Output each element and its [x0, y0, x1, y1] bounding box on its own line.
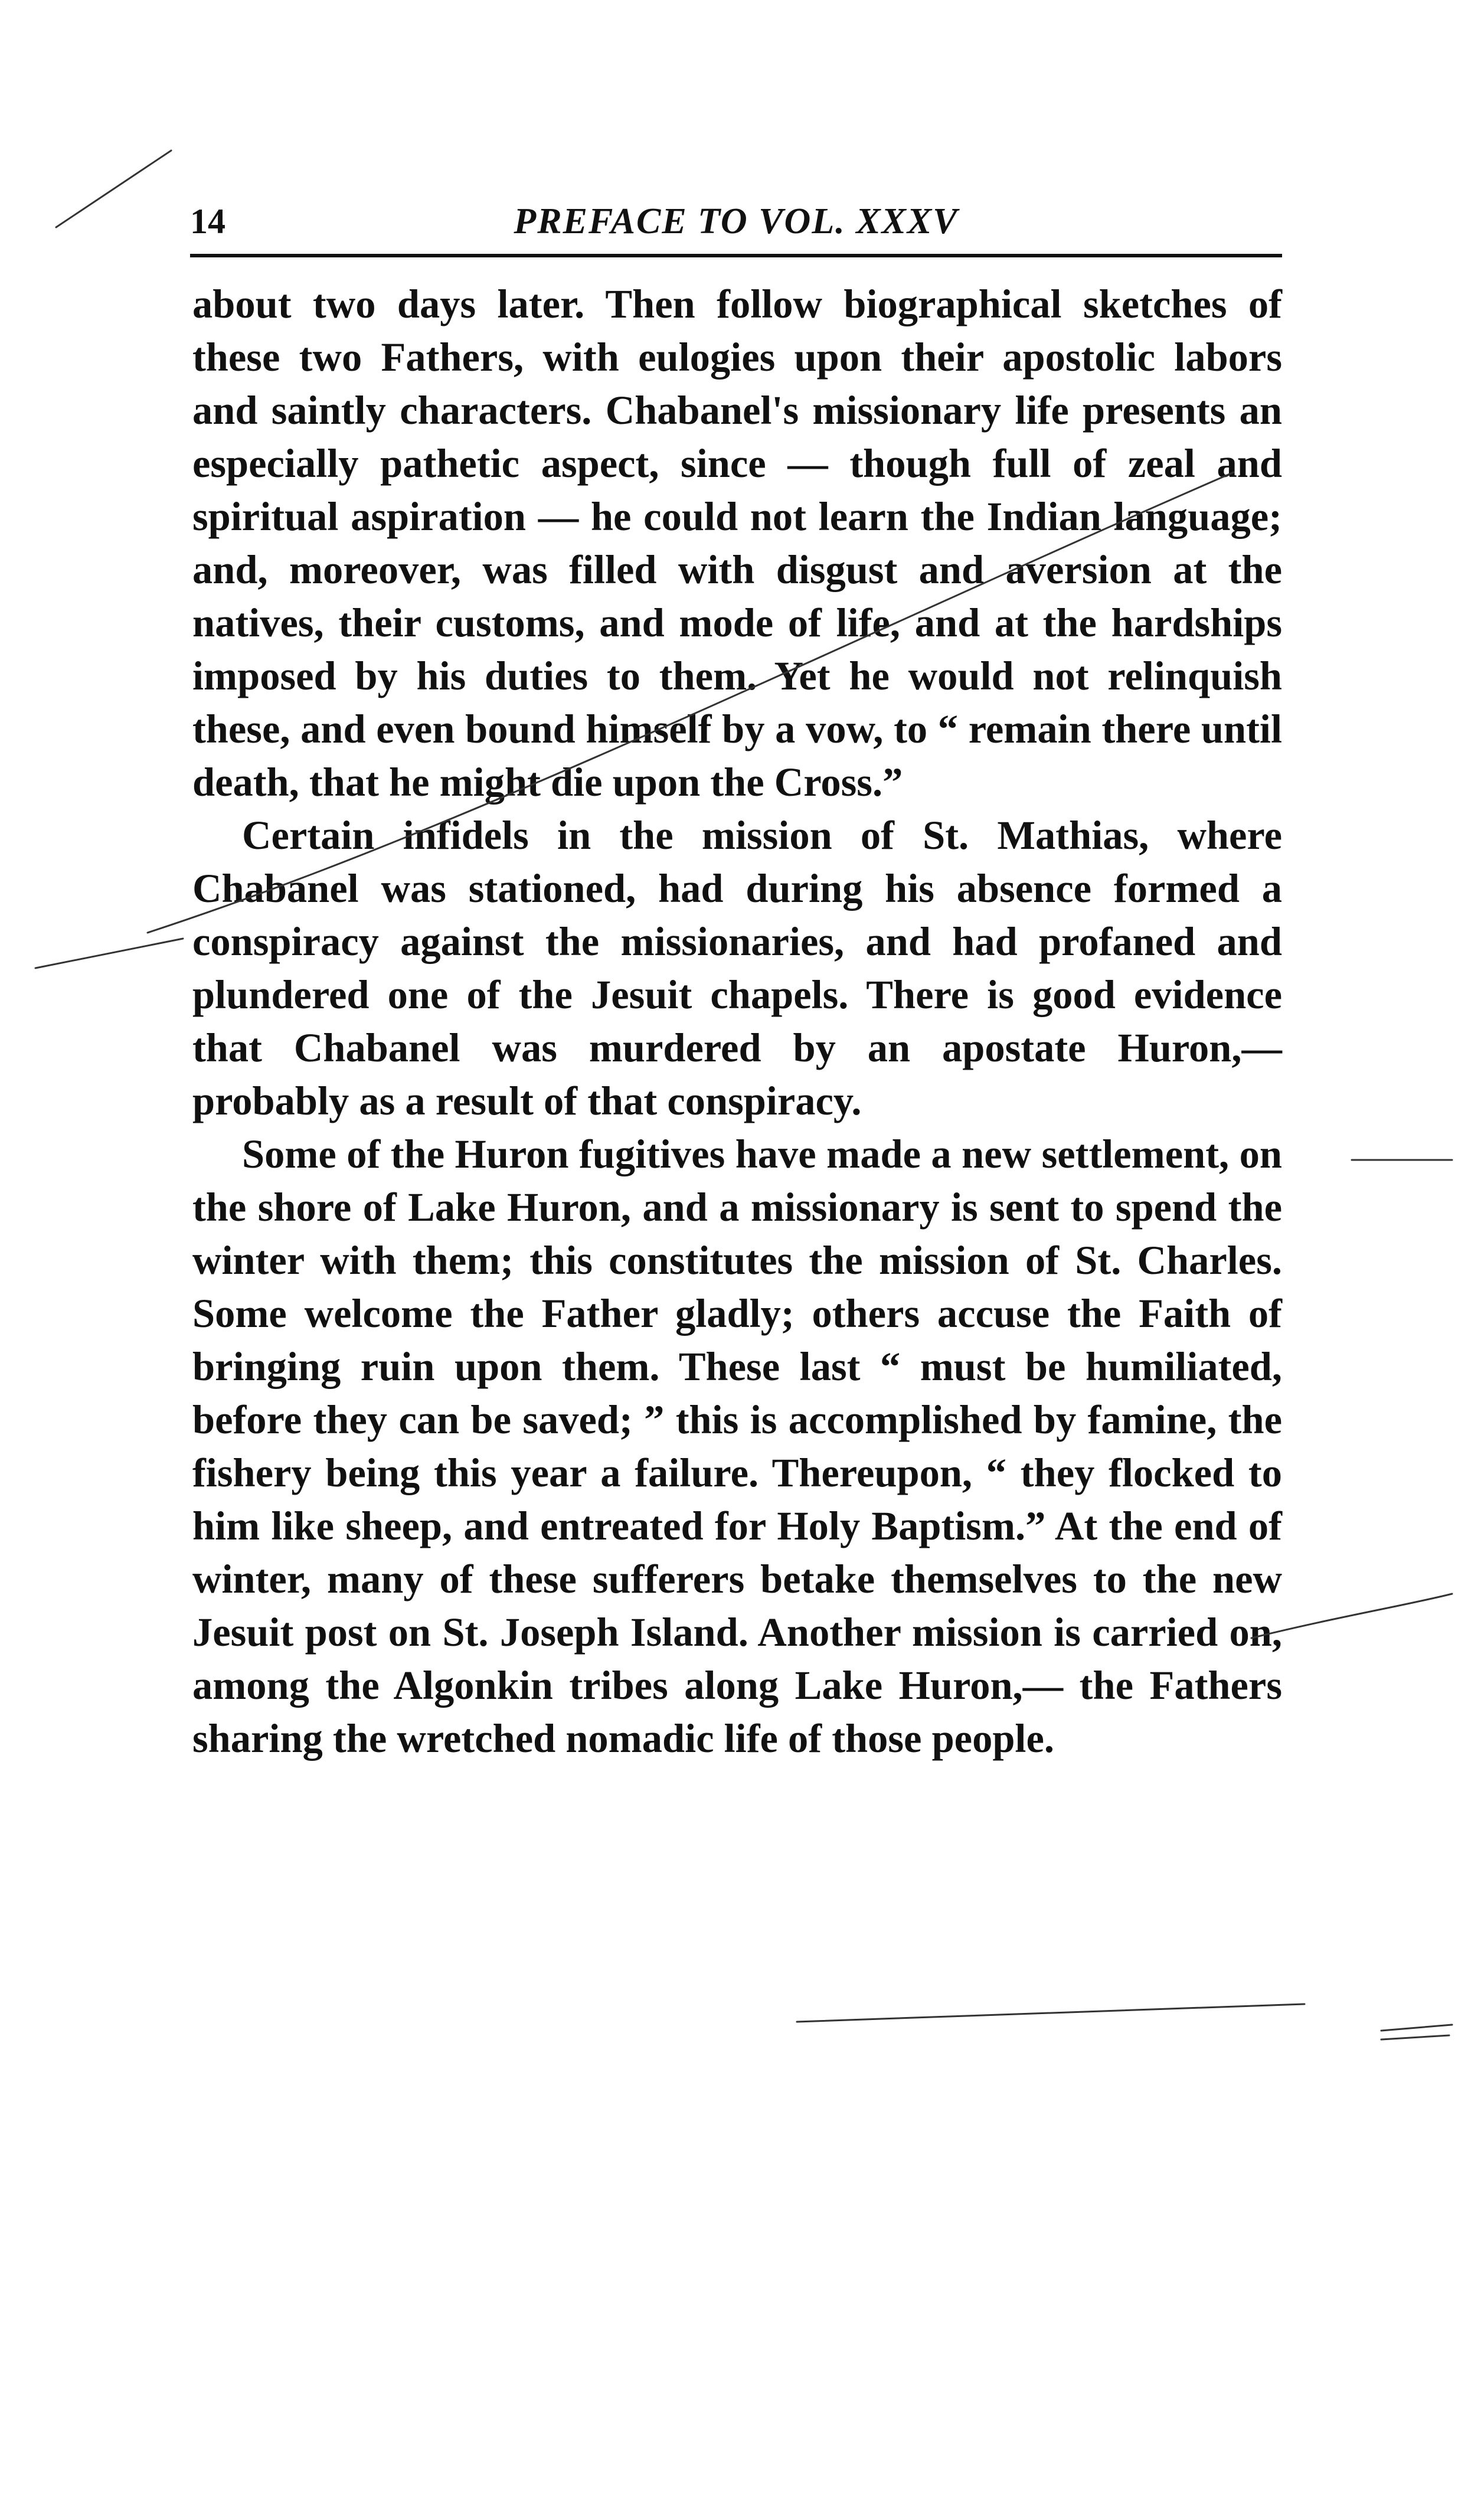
page-number: 14	[190, 202, 225, 241]
header-rule	[190, 254, 1282, 257]
paragraph-2: Certain infidels in the mission of St. Mathias, where Chabanel was stationed, had during his absence formed a conspiracy against the missionaries, and had profaned and plundered one of the Jesuit chapels. There is good evidence that Chabanel was murdered by an apostate Huron,— probably as a result of that conspiracy.	[192, 813, 1282, 1123]
pencil-stroke-bottom	[797, 2004, 1305, 2022]
paragraph-1: about two days later. Then follow biographical sketches of these two Fathers, with eulogies upon their apostolic labors and saintly characters. Chabanel's missionary life presents an especially pathetic aspect, since — though full of zeal and spiritual aspiration — he could not learn the Indian language; and, moreover, was filled with disgust and aversion at the natives, their customs, and mode of life, and at the hardships imposed by his duties to them. Yet he would not relinquish these, and even bound himself by a vow, to “ remain there until death, that he might die upon the Cross.”	[192, 282, 1282, 805]
page-header	[190, 195, 1282, 248]
pencil-stroke-right-bottom-2	[1381, 2035, 1449, 2039]
paragraph-3: Some of the Huron fugitives have made a new settlement, on the shore of Lake Huron, and a missionary is sent to spend the winter with them; this constitutes the mission of St. Charles. Some welcome the Father gladly; others accuse the Faith of bringing ruin upon them. These last “ must be humiliated, before they can be saved; ” this is accomplished by famine, the fishery being this year a failure. Thereupon, “ they flocked to him like sheep, and entreated for Holy Baptism.” At the end of winter, many of these sufferers betake themselves to the new Jesuit post on St. Joseph Island. Another mission is carried on, among the Algonkin tribes along Lake Huron,— the Fathers sharing the wretched nomadic life of those people.	[192, 1132, 1282, 1761]
body-text	[192, 277, 1282, 1765]
pencil-stroke-top-left	[56, 151, 171, 227]
pencil-stroke-right-bottom	[1381, 2025, 1452, 2031]
pencil-stroke-left-mid	[35, 939, 183, 968]
running-head: PREFACE TO VOL. XXXV	[514, 201, 959, 241]
